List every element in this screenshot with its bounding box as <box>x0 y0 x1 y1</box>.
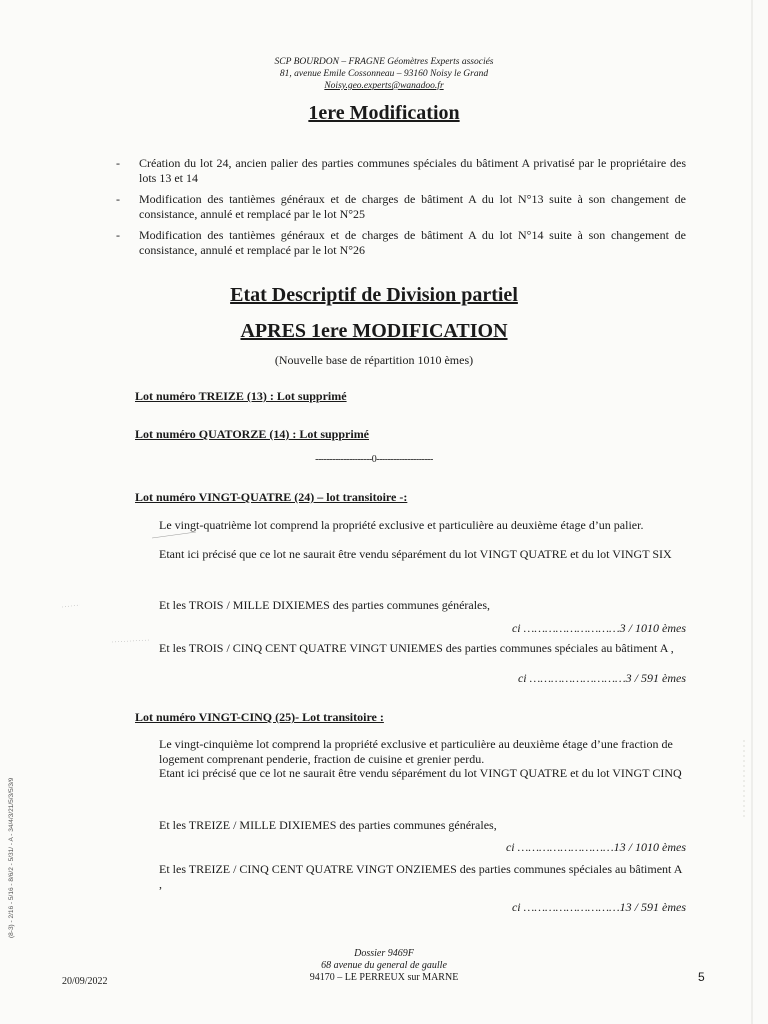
list-item <box>116 228 686 258</box>
list-item-text: Modification des tantièmes généraux et de charges de bâtiment A du lot N°14 suite à son changement de consistance, annulé et remplacé par le lot N°26 <box>139 228 686 257</box>
section-separator: --------------------0-------------------- <box>315 454 433 465</box>
footer-address-line2: 94170 – LE PERREUX sur MARNE <box>309 972 459 983</box>
lot-14-heading: Lot numéro QUATORZE (14) : Lot supprimé <box>135 427 370 441</box>
modification-title: 1ere Modification <box>308 102 460 124</box>
etat-descriptif-title: Etat Descriptif de Division partiel <box>230 284 518 306</box>
apres-modification-title: APRES 1ere MODIFICATION <box>240 320 508 342</box>
letterhead <box>0 56 768 92</box>
lot-24-general-ci: ci ………………………3 / 1010 èmes <box>511 621 686 635</box>
bullet-dash: - <box>116 156 120 170</box>
list-item-text: Modification des tantièmes généraux et de charges de bâtiment A du lot N°13 suite à son changement de consistance, annulé et remplacé par le lot N°25 <box>139 192 686 221</box>
repartition-subtitle: (Nouvelle base de répartition 1010 èmes) <box>274 353 474 367</box>
page-number: 5 <box>698 970 705 984</box>
list-item <box>116 156 686 186</box>
letterhead-email[interactable]: Noisy.geo.experts@wanadoo.fr <box>324 81 444 91</box>
lot-24-special-ci: ci ………………………3 / 591 èmes <box>517 671 686 685</box>
bullet-dash: - <box>116 192 120 206</box>
lot-24-heading: Lot numéro VINGT-QUATRE (24) – lot transitoire -: <box>135 490 408 504</box>
lot-25-general-share: Et les TREIZE / MILLE DIXIEMES des parties communes générales, <box>159 818 497 832</box>
side-reference-code <box>6 740 22 940</box>
lot-24-note: Etant ici précisé que ce lot ne saurait être vendu séparément du lot VINGT QUATRE et du lot VINGT SIX <box>159 547 672 561</box>
lot-25-special-share: Et les TREIZE / CINQ CENT QUATRE VINGT ONZIEMES des parties communes spéciales au bâtiment A , <box>159 862 682 891</box>
footer <box>0 948 768 984</box>
letterhead-address: 81, avenue Emile Cossonneau – 93160 Noisy le Grand <box>279 69 489 79</box>
lot-25-heading: Lot numéro VINGT-CINQ (25)- Lot transitoire : <box>135 710 384 724</box>
lot-25-general-ci: ci ………………………13 / 1010 èmes <box>505 840 686 854</box>
letterhead-firm: SCP BOURDON – FRAGNE Géomètres Experts associés <box>274 57 494 67</box>
modification-list <box>116 156 686 264</box>
footer-address-line1: 68 avenue du general de gaulle <box>321 960 447 971</box>
lot-24-description: Le vingt-quatrième lot comprend la propriété exclusive et particulière au deuxième étage d’un palier. <box>159 518 644 532</box>
lot-25-special-ci: ci ………………………13 / 591 èmes <box>511 900 686 914</box>
lot-25-note: Etant ici précisé que ce lot ne saurait être vendu séparément du lot VINGT QUATRE et du lot VINGT CINQ <box>159 766 682 780</box>
list-item <box>116 192 686 222</box>
footer-dossier: Dossier 9469F <box>354 948 414 959</box>
document-date: 20/09/2022 <box>62 976 108 987</box>
lot-24-special-share: Et les TROIS / CINQ CENT QUATRE VINGT UNIEMES des parties communes spéciales au bâtiment A , <box>159 641 674 655</box>
lot-13-heading: Lot numéro TREIZE (13) : Lot supprimé <box>135 389 347 403</box>
list-item-text: Création du lot 24, ancien palier des parties communes spéciales du bâtiment A privatisé par le propriétaire des lots 13 et 14 <box>139 156 686 185</box>
side-reference-text: (8-3) - 2/16 - 5/16 - 8/6/2 - 5/31/ - A - 34/4/3/21/5/3/5/3/9 <box>8 777 15 938</box>
lot-24-general-share: Et les TROIS / MILLE DIXIEMES des parties communes générales, <box>159 598 491 612</box>
lot-25-description: Le vingt-cinquième lot comprend la propriété exclusive et particulière au deuxième étage d’une fraction de logement comprenant penderie, fraction de cuisine et grenier perdu. <box>159 737 673 766</box>
bullet-dash: - <box>116 228 120 242</box>
